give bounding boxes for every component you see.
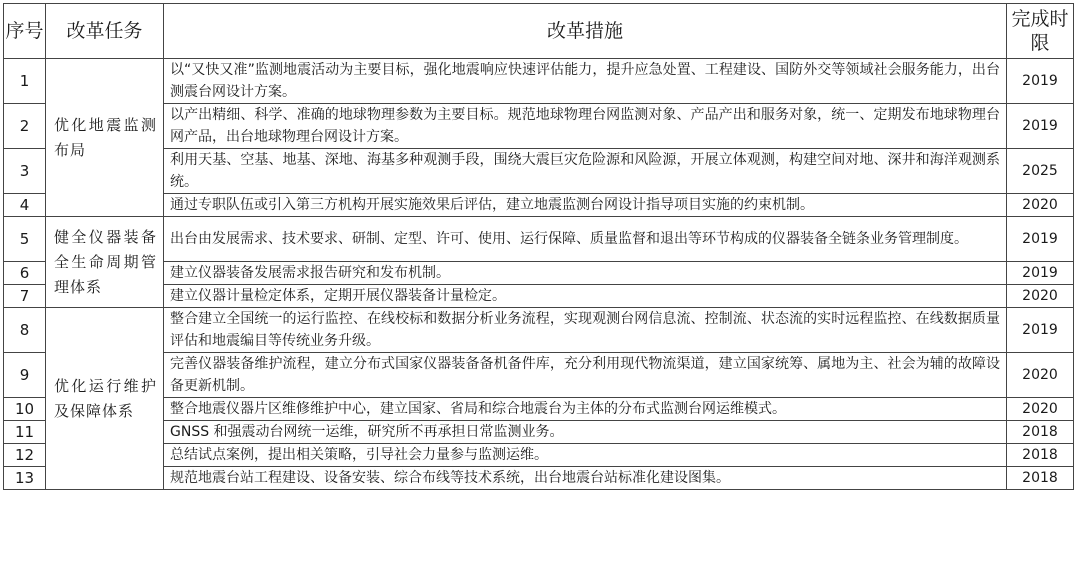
row-deadline: 2020 <box>1007 285 1074 308</box>
row-deadline: 2019 <box>1007 104 1074 149</box>
row-index: 6 <box>4 262 46 285</box>
row-deadline: 2025 <box>1007 149 1074 194</box>
row-deadline: 2019 <box>1007 59 1074 104</box>
header-index: 序号 <box>4 4 46 59</box>
row-deadline: 2018 <box>1007 444 1074 467</box>
row-measure: 利用天基、空基、地基、深地、海基多种观测手段，围绕大震巨灾危险源和风险源，开展立体观测，构建空间对地、深井和海洋观测系统。 <box>164 149 1007 194</box>
row-index: 3 <box>4 149 46 194</box>
task-group-monitoring-layout: 优化地震监测布局 <box>46 59 164 217</box>
row-measure: 以“又快又准”监测地震活动为主要目标，强化地震响应快速评估能力，提升应急处置、工程建设、国防外交等领域社会服务能力，出台测震台网设计方案。 <box>164 59 1007 104</box>
header-deadline: 完成时限 <box>1007 4 1074 59</box>
table-row <box>4 104 1074 149</box>
row-index: 1 <box>4 59 46 104</box>
table-row <box>4 59 1074 104</box>
table-row <box>4 398 1074 421</box>
row-measure: 完善仪器装备维护流程，建立分布式国家仪器装备备机备件库，充分利用现代物流渠道，建立国家统筹、属地为主、社会为辅的故障设备更新机制。 <box>164 353 1007 398</box>
row-deadline: 2020 <box>1007 398 1074 421</box>
row-measure: 建立仪器装备发展需求报告研究和发布机制。 <box>164 262 1007 285</box>
row-measure: 规范地震台站工程建设、设备安装、综合布线等技术系统，出台地震台站标准化建设图集。 <box>164 467 1007 490</box>
row-index: 13 <box>4 467 46 490</box>
table-row <box>4 149 1074 194</box>
row-index: 8 <box>4 308 46 353</box>
row-index: 2 <box>4 104 46 149</box>
table-row <box>4 467 1074 490</box>
row-index: 5 <box>4 217 46 262</box>
row-deadline: 2018 <box>1007 421 1074 444</box>
row-deadline: 2019 <box>1007 308 1074 353</box>
task-group-equipment-lifecycle: 健全仪器装备全生命周期管理体系 <box>46 217 164 308</box>
row-index: 7 <box>4 285 46 308</box>
table-row <box>4 353 1074 398</box>
table-row <box>4 262 1074 285</box>
task-group-operation-maintenance: 优化运行维护及保障体系 <box>46 308 164 490</box>
row-measure: 总结试点案例，提出相关策略，引导社会力量参与监测运维。 <box>164 444 1007 467</box>
table-row <box>4 444 1074 467</box>
row-measure: 出台由发展需求、技术要求、研制、定型、许可、使用、运行保障、质量监督和退出等环节构成的仪器装备全链条业务管理制度。 <box>164 217 1007 262</box>
row-measure: 通过专职队伍或引入第三方机构开展实施效果后评估，建立地震监测台网设计指导项目实施的约束机制。 <box>164 194 1007 217</box>
header-row <box>4 4 1074 59</box>
header-measure: 改革措施 <box>164 4 1007 59</box>
table-row <box>4 421 1074 444</box>
row-measure: 建立仪器计量检定体系，定期开展仪器装备计量检定。 <box>164 285 1007 308</box>
row-index: 9 <box>4 353 46 398</box>
row-measure: GNSS 和强震动台网统一运维，研究所不再承担日常监测业务。 <box>164 421 1007 444</box>
row-deadline: 2020 <box>1007 194 1074 217</box>
table-row <box>4 194 1074 217</box>
row-measure: 整合建立全国统一的运行监控、在线校标和数据分析业务流程，实现观测台网信息流、控制流、状态流的实时远程监控、在线数据质量评估和地震编目等传统业务升级。 <box>164 308 1007 353</box>
row-deadline: 2019 <box>1007 217 1074 262</box>
row-index: 4 <box>4 194 46 217</box>
reform-table <box>3 3 1074 490</box>
row-deadline: 2018 <box>1007 467 1074 490</box>
header-task: 改革任务 <box>46 4 164 59</box>
table-row <box>4 285 1074 308</box>
row-deadline: 2019 <box>1007 262 1074 285</box>
table-row <box>4 217 1074 262</box>
row-measure: 以产出精细、科学、准确的地球物理参数为主要目标。规范地球物理台网监测对象、产品产出和服务对象，统一、定期发布地球物理台网产品，出台地球物理台网设计方案。 <box>164 104 1007 149</box>
row-index: 12 <box>4 444 46 467</box>
row-index: 10 <box>4 398 46 421</box>
row-deadline: 2020 <box>1007 353 1074 398</box>
row-measure: 整合地震仪器片区维修维护中心，建立国家、省局和综合地震台为主体的分布式监测台网运维模式。 <box>164 398 1007 421</box>
table-row <box>4 308 1074 353</box>
row-index: 11 <box>4 421 46 444</box>
